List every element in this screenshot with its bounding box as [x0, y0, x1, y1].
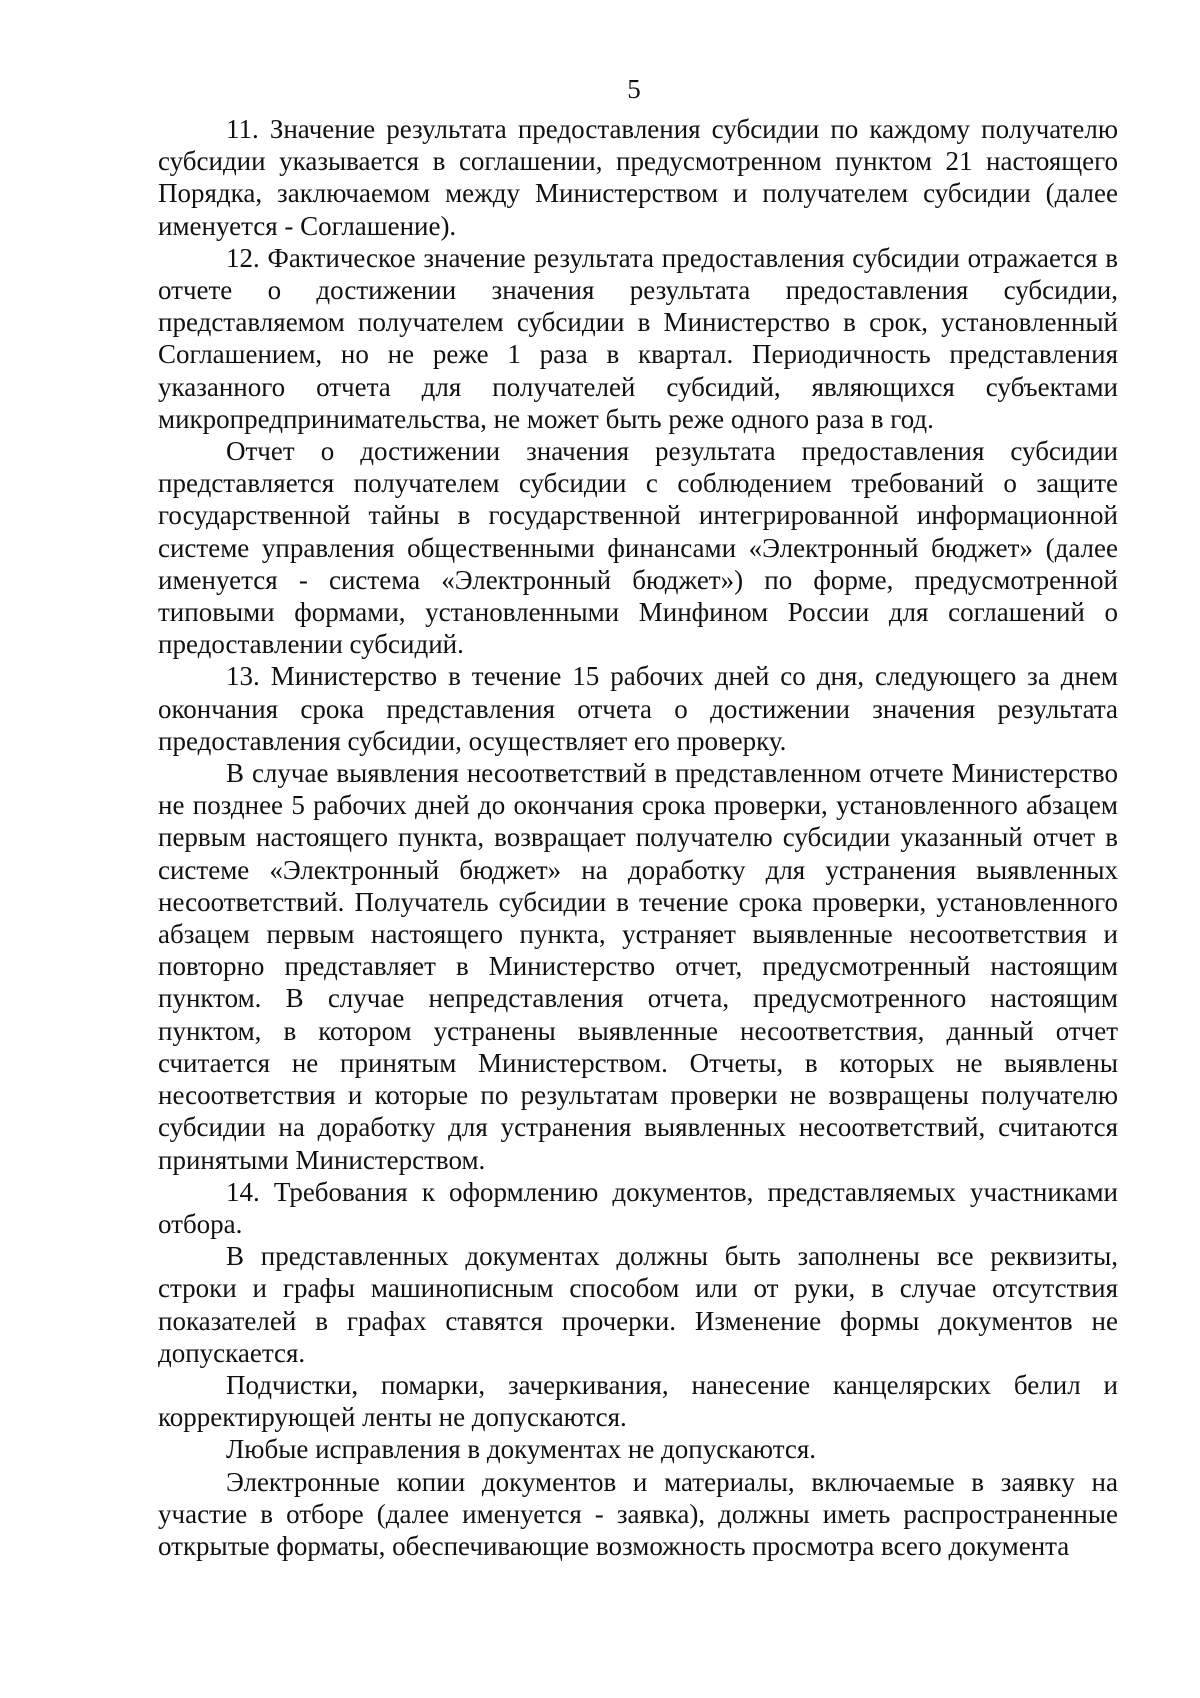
- document-body: [158, 113, 1118, 1562]
- paragraph: 14. Требования к оформлению документов, представляемых участниками отбора.: [158, 1176, 1118, 1239]
- paragraph: Любые исправления в документах не допускаются.: [226, 1434, 817, 1465]
- paragraph: 11. Значение результата предоставления субсидии по каждому получателю субсидии указывается в соглашении, предусмотренном пунктом 21 настоящего Порядка, заключаемом между Министерством и получателем субсидии (далее именуется - Соглашение).: [158, 114, 1118, 241]
- paragraph: Электронные копии документов и материалы, включаемые в заявку на участие в отборе (далее именуется - заявка), должны иметь распространенные открытые форматы, обеспечивающие возможность просмотра всего документа: [158, 1466, 1118, 1561]
- paragraph: В случае выявления несоответствий в представленном отчете Министерство не позднее 5 рабочих дней до окончания срока проверки, установленного абзацем первым настоящего пункта, возвращает получателю субсидии указанный отчет в системе «Электронный бюджет» на доработку для устранения выявленных несоответствий. Получатель субсидии в течение срока проверки, установленного абзацем первым настоящего пункта, устраняет выявленные несоответствия и повторно представляет в Министерство отчет, предусмотренный настоящим пунктом. В случае непредставления отчета, предусмотренного настоящим пунктом, в котором устранены выявленные несоответствия, данный отчет считается не принятым Министерством. Отчеты, в которых не выявлены несоответствия и которые по результатам проверки не возвращены получателю субсидии на доработку для устранения выявленных несоответствий, считаются принятыми Министерством.: [158, 758, 1118, 1175]
- paragraph: Отчет о достижении значения результата предоставления субсидии представляется получателем субсидии с соблюдением требований о защите государственной тайны в государственной интегрированной информационной системе управления общественными финансами «Электронный бюджет» (далее именуется - система «Электронный бюджет») по форме, предусмотренной типовыми формами, установленными Минфином России для соглашений о предоставлении субсидий.: [158, 436, 1118, 660]
- paragraph: 12. Фактическое значение результата предоставления субсидии отражается в отчете о достижении значения результата предоставления субсидии, представляемом получателем субсидии в Министерство в срок, установленный Соглашением, но не реже 1 раза в квартал. Периодичность представления указанного отчета для получателей субсидий, являющихся субъектами микропредпринимательства, не может быть реже одного раза в год.: [158, 242, 1118, 434]
- page-number: 5: [627, 74, 641, 104]
- paragraph: Подчистки, помарки, зачеркивания, нанесение канцелярских белил и корректирующей ленты не допускаются.: [158, 1369, 1118, 1433]
- paragraph: 13. Министерство в течение 15 рабочих дней со дня, следующего за днем окончания срока представления отчета о достижении значения результата предоставления субсидии, осуществляет его проверку.: [158, 661, 1118, 756]
- paragraph: В представленных документах должны быть заполнены все реквизиты, строки и графы машинописным способом или от руки, в случае отсутствия показателей в графах ставятся прочерки. Изменение формы документов не допускается.: [158, 1241, 1118, 1368]
